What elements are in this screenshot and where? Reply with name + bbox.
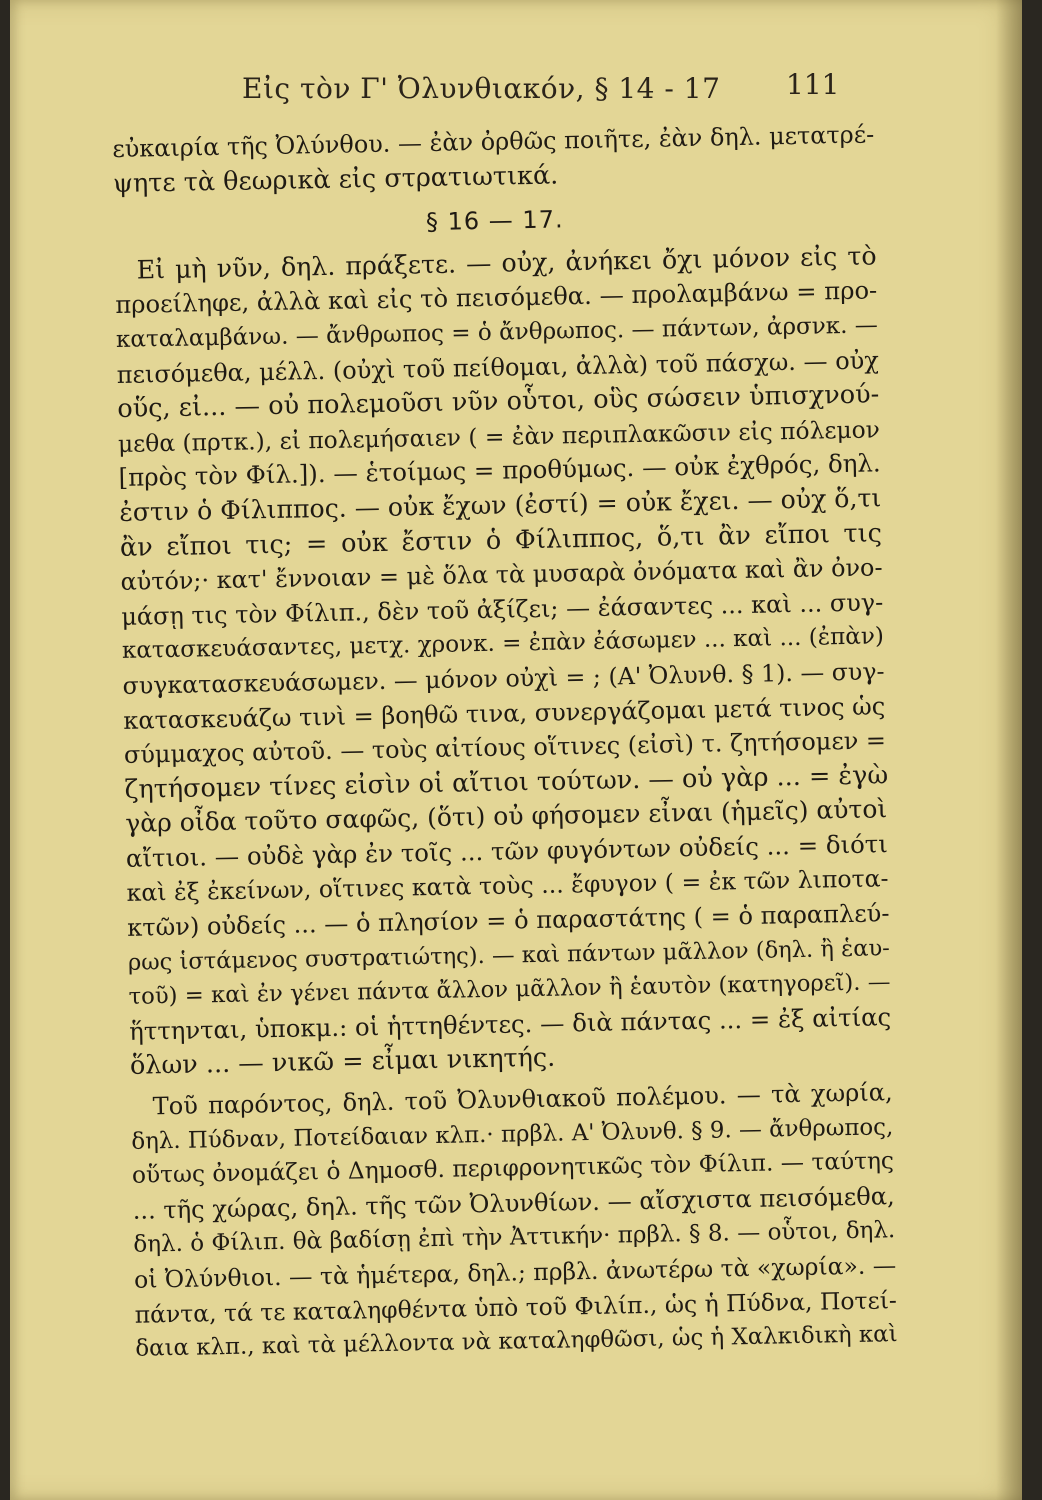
- page-number: 111: [786, 68, 840, 101]
- text-line: μάσῃ τις τὸν Φίλιπ., δὲν τοῦ ἀξίζει; — ἐάσαντες ... καὶ ... συγ-: [121, 588, 884, 631]
- text-line: καταλαμβάνω. — ἄνθρωπος = ὁ ἄνθρωπος. — πάντων, ἀρσνκ. —: [115, 312, 879, 353]
- text-line: οὕς, εἰ... — οὐ πολεμοῦσι νῦν οὗτοι, οὓς σώσειν ὑπισχνού-: [117, 379, 880, 425]
- text-line: ἥττηνται, ὑποκμ.: οἱ ἡττηθέντες. — διὰ πάντας ... = ἐξ αἰτίας: [128, 1002, 892, 1046]
- text-line: ... τῆς χώρας, δηλ. τῆς τῶν Ὀλυνθίων. — αἴσχιστα πεισόμεθα,: [132, 1181, 895, 1225]
- text-body: [112, 117, 898, 1366]
- text-line: συγκατασκευάσωμεν. — μόνον οὐχὶ = ; (Α' Ὀλυνθ. § 1). — συγ-: [122, 657, 885, 700]
- text-line: Τοῦ παρόντος, δηλ. τοῦ Ὀλυνθιακοῦ πολέμου. — τὰ χωρία,: [152, 1078, 893, 1121]
- text-line: προείληφε, ἀλλὰ καὶ εἰς τὸ πεισόμεθα. — προλαμβάνω = προ-: [115, 276, 878, 320]
- text-line: Εἰ μὴ νῦν, δηλ. πράξετε. — οὐχ, ἀνήκει ὄχι μόνον εἰς τὸ: [136, 241, 877, 285]
- text-line: [πρὸς τὸν Φίλ.]). — ἑτοίμως = προθύμως. — οὐκ ἐχθρός, δηλ.: [118, 448, 881, 493]
- text-line: γὰρ οἶδα τοῦτο σαφῶς, (ὅτι) οὐ φήσομεν εἶναι (ἡμεῖς) αὐτοὶ: [125, 794, 888, 839]
- text-line: ρως ἱστάμενος συστρατιώτης). — καὶ πάντων μᾶλλον (δηλ. ἢ ἑαυ-: [127, 934, 891, 976]
- text-line: ψητε τὰ θεωρικὰ εἰς στρατιωτικά.: [112, 160, 559, 199]
- text-line: καὶ ἐξ ἐκείνων, οἵτινες κατὰ τοὺς ... ἔφυγον ( = ἐκ τῶν λιποτα-: [126, 864, 889, 908]
- text-line: μεθα (πρτκ.), εἰ πολεμήσαιεν ( = ἐὰν περιπλακῶσιν εἰς πόλεμον: [117, 415, 881, 458]
- text-line: οὕτως ὀνομάζει ὁ Δημοσθ. περιφρονητικῶς τὸν Φίλιπ. — ταύτης: [131, 1147, 895, 1190]
- text-line: κατασκευάζω τινὶ = βοηθῶ τινα, συνεργάζομαι μετά τινος ὡς: [123, 691, 886, 735]
- text-line: τοῦ) = καὶ ἐν γένει πάντα ἄλλον μᾶλλον ἢ ἑαυτὸν (κατηγορεῖ). —: [128, 969, 891, 1011]
- text-line: ζητήσομεν τίνες εἰσὶν οἱ αἴτιοι τούτων. — οὐ γὰρ ... = ἐγὼ: [124, 759, 889, 805]
- text-line: ὅλων ... — νικῶ = εἶμαι νικητής.: [129, 1043, 556, 1082]
- text-line: αἴτιοι. — οὐδὲ γὰρ ἐν τοῖς ... τῶν φυγόντων οὐδείς ... = διότι: [125, 829, 889, 873]
- text-line: ἐστιν ὁ Φίλιππος. — οὐκ ἔχων (ἐστί) = οὐκ ἔχει. — οὐχ ὅ,τι: [119, 483, 882, 527]
- text-line: σύμμαχος αὐτοῦ. — τοὺς αἰτίους οἵτινες (εἰσὶ) τ. ζητήσομεν =: [123, 726, 887, 769]
- text-line: εὐκαιρία τῆς Ὀλύνθου. — ἐὰν ὀρθῶς ποιῆτε, ἐὰν δηλ. μετατρέ-: [112, 120, 875, 163]
- text-line: οἱ Ὀλύνθιοι. — τὰ ἡμέτερα, δηλ.; πρβλ. ἀνωτέρω τὰ «χωρία». —: [133, 1251, 897, 1294]
- text-line: δηλ. Πύδναν, Ποτείδαιαν κλπ.· πρβλ. Α' Ὀλυνθ. § 9. — ἄνθρωπος,: [131, 1113, 894, 1155]
- text-line: κατασκευάσαντες, μετχ. χρονκ. = ἐπὰν ἐάσωμεν ... καὶ ... (ἐπὰν): [121, 623, 885, 665]
- text-line: αὐτόν;· κατ' ἔννοιαν = μὲ ὅλα τὰ μυσαρὰ ὀνόματα καὶ ἂν ὀνο-: [120, 553, 883, 597]
- section-heading: § 16 — 17.: [425, 205, 564, 237]
- text-line: κτῶν) οὐδείς ... — ὁ πλησίον = ὁ παραστάτης ( = ὁ παραπλεύ-: [127, 899, 890, 942]
- page-edge-shadow: [996, 0, 1022, 1500]
- text-line: δαια κλπ., καὶ τὰ μέλλοντα νὰ καταληφθῶσι, ὡς ἡ Χαλκιδικὴ καὶ: [135, 1321, 898, 1362]
- text-line: πεισόμεθα, μέλλ. (οὐχὶ τοῦ πείθομαι, ἀλλὰ) τοῦ πάσχω. — οὐχ: [116, 345, 880, 389]
- text-line: ἂν εἴποι τις; = οὐκ ἔστιν ὁ Φίλιππος, ὅ,τι ἂν εἴποι τις: [119, 517, 883, 563]
- text-line: δηλ. ὁ Φίλιπ. θὰ βαδίσῃ ἐπὶ τὴν Ἀττικήν· πρβλ. § 8. — οὗτοι, δηλ.: [133, 1217, 896, 1259]
- running-head-title: Εἰς τὸν Γ' Ὀλυνθιακόν, § 14 - 17: [242, 72, 721, 105]
- running-head: [10, 68, 1022, 112]
- book-page: [10, 0, 1022, 1500]
- text-line: πάντα, τά τε καταληφθέντα ὑπὸ τοῦ Φιλίπ., ὡς ἡ Πύδνα, Ποτεί-: [134, 1285, 898, 1329]
